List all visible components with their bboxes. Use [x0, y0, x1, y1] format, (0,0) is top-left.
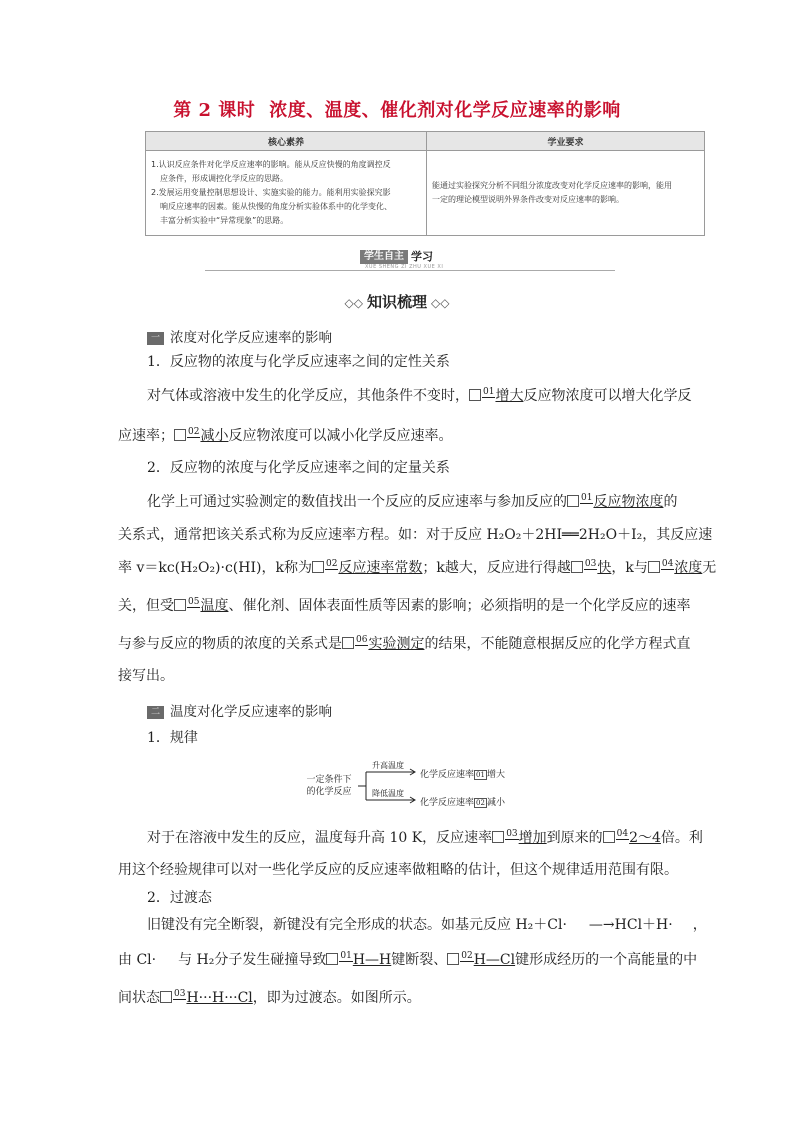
- answer-box-icon: [567, 495, 579, 507]
- paragraph-line: 用这个经验规律可以对一些化学反应的反应速率做粗略的估计，但这个规律适用范围有限。: [118, 862, 678, 878]
- lesson-number: 第 2 课时: [173, 100, 256, 121]
- banner-boxed-label: 学生自主: [360, 250, 408, 264]
- answer-number: 01: [483, 387, 495, 397]
- answer-box-icon: [648, 561, 660, 573]
- paragraph-line: 率 v＝kc(H₂O₂)·c(HI)，k称为 02反应速率常数；k越大，反应进行得越 03快，k与 04浓度无: [118, 559, 717, 576]
- section-title: 温度对化学反应速率的影响: [170, 704, 332, 720]
- self-study-banner: [205, 250, 615, 272]
- section-number-icon: 二: [147, 706, 164, 719]
- page-title: [0, 96, 794, 122]
- diagram-left-label: 一定条件下 的化学反应: [306, 775, 352, 797]
- paragraph-line: 应速率； 02减小反应物浓度可以减小化学反应速率。: [118, 427, 453, 444]
- sub-heading: 2．过渡态: [147, 890, 212, 906]
- banner-pinyin: XUE SHENG ZI ZHU XUE XI: [365, 264, 444, 270]
- diamond-left-icon: ◇◇: [344, 296, 363, 310]
- answer-box-icon: [160, 991, 172, 1003]
- diagram-result-down: 化学反应速率 02 减小: [420, 798, 505, 808]
- reaction-arrow-icon: —→: [588, 917, 615, 933]
- temperature-rule-diagram: [300, 760, 530, 812]
- diagram-up-label: 升高温度: [372, 761, 404, 770]
- requirement-cell: 能通过实验探究分析不同组分浓度改变对化学反应速率的影响，能用 一定的理论模型说明外界条件改变对反应速率的影响。: [427, 151, 705, 236]
- answer-box-icon: [469, 389, 481, 401]
- paragraph-line: 关系式，通常把该关系式称为反应速率方程。如：对于反应 H₂O₂＋2HI══2H₂O＋I₂，其反应速: [118, 527, 713, 543]
- answer-fill: 减小: [200, 428, 229, 444]
- core-competency-cell: 1.认识反应条件对化学反应速率的影响。能从反应快慢的角度调控反 应条件，形成调控化学反应的思路。 2.发展运用变量控制思想设计、实施实验的能力。能利用实验探究影 响反应速率的因素。能从快慢的角度分析实验体系中的化学变化、 丰富分析实验中“异常现象”的思路。: [146, 151, 427, 236]
- answer-number: 02: [188, 427, 200, 437]
- sub-heading: 1．反应物的浓度与化学反应速率之间的定性关系: [147, 354, 450, 370]
- core-competency-table: [145, 131, 705, 236]
- table-header-requirement: 学业要求: [427, 132, 705, 151]
- paragraph-line: 对于在溶液中发生的反应，温度每升高 10 K，反应速率 03增加到原来的 042～4倍。利: [147, 829, 703, 846]
- diagram-result-up: 化学反应速率 01 增大: [420, 770, 505, 780]
- answer-box-icon: [174, 429, 186, 441]
- table-header-core: 核心素养: [146, 132, 427, 151]
- answer-fill: 反应物浓度: [593, 494, 664, 510]
- answer-number: 01: [581, 493, 593, 503]
- diagram-down-label: 降低温度: [372, 789, 404, 798]
- paragraph-line: 化学上可通过实验测定的数值找出一个反应的反应速率与参加反应的 01反应物浓度的: [147, 493, 678, 510]
- answer-box-icon: [571, 561, 583, 573]
- section-temperature: [147, 700, 332, 720]
- paragraph-line: 关，但受 05温度、催化剂、固体表面性质等因素的影响；必须指明的是一个化学反应的速率: [118, 597, 691, 614]
- answer-box-icon: [312, 561, 324, 573]
- paragraph-line: 由 Cl· 与 H₂分子发生碰撞导致 01H—H键断裂、 02H—Cl键形成经历的一个高能量的中: [118, 951, 698, 968]
- sub-heading: 1．规律: [147, 730, 198, 746]
- paragraph-line: 对气体或溶液中发生的化学反应，其他条件不变时， 01增大反应物浓度可以增大化学反: [147, 387, 692, 404]
- banner-label: 学习: [411, 250, 433, 263]
- paragraph-line: 旧键没有完全断裂，新键没有完全形成的状态。如基元反应 H₂＋Cl· —→HCl＋H· ，: [147, 917, 707, 933]
- section-title: 浓度对化学反应速率的影响: [170, 330, 332, 346]
- answer-fill: 增大: [495, 388, 524, 404]
- section-number-icon: 一: [147, 332, 164, 345]
- answer-box-icon: [342, 637, 354, 649]
- answer-box-icon: [603, 831, 615, 843]
- answer-box-icon: [174, 599, 186, 611]
- sub-heading: 2．反应物的浓度与化学反应速率之间的定量关系: [147, 460, 450, 476]
- lesson-title: 浓度、温度、催化剂对化学反应速率的影响: [269, 100, 621, 121]
- knowledge-heading: ◇◇ 知识梳理 ◇◇: [344, 293, 450, 311]
- diamond-right-icon: ◇◇: [431, 296, 450, 310]
- answer-box-icon: [326, 953, 338, 965]
- answer-box-icon: [492, 831, 504, 843]
- section-concentration: [147, 326, 332, 346]
- paragraph-line: 接写出。: [118, 668, 174, 684]
- paragraph-line: 间状态 03H···H···Cl，即为过渡态。如图所示。: [118, 989, 421, 1006]
- banner-rule: [205, 270, 615, 271]
- answer-box-icon: [447, 953, 459, 965]
- paragraph-line: 与参与反应的物质的浓度的关系式是 06实验测定的结果，不能随意根据反应的化学方程式直: [118, 635, 691, 652]
